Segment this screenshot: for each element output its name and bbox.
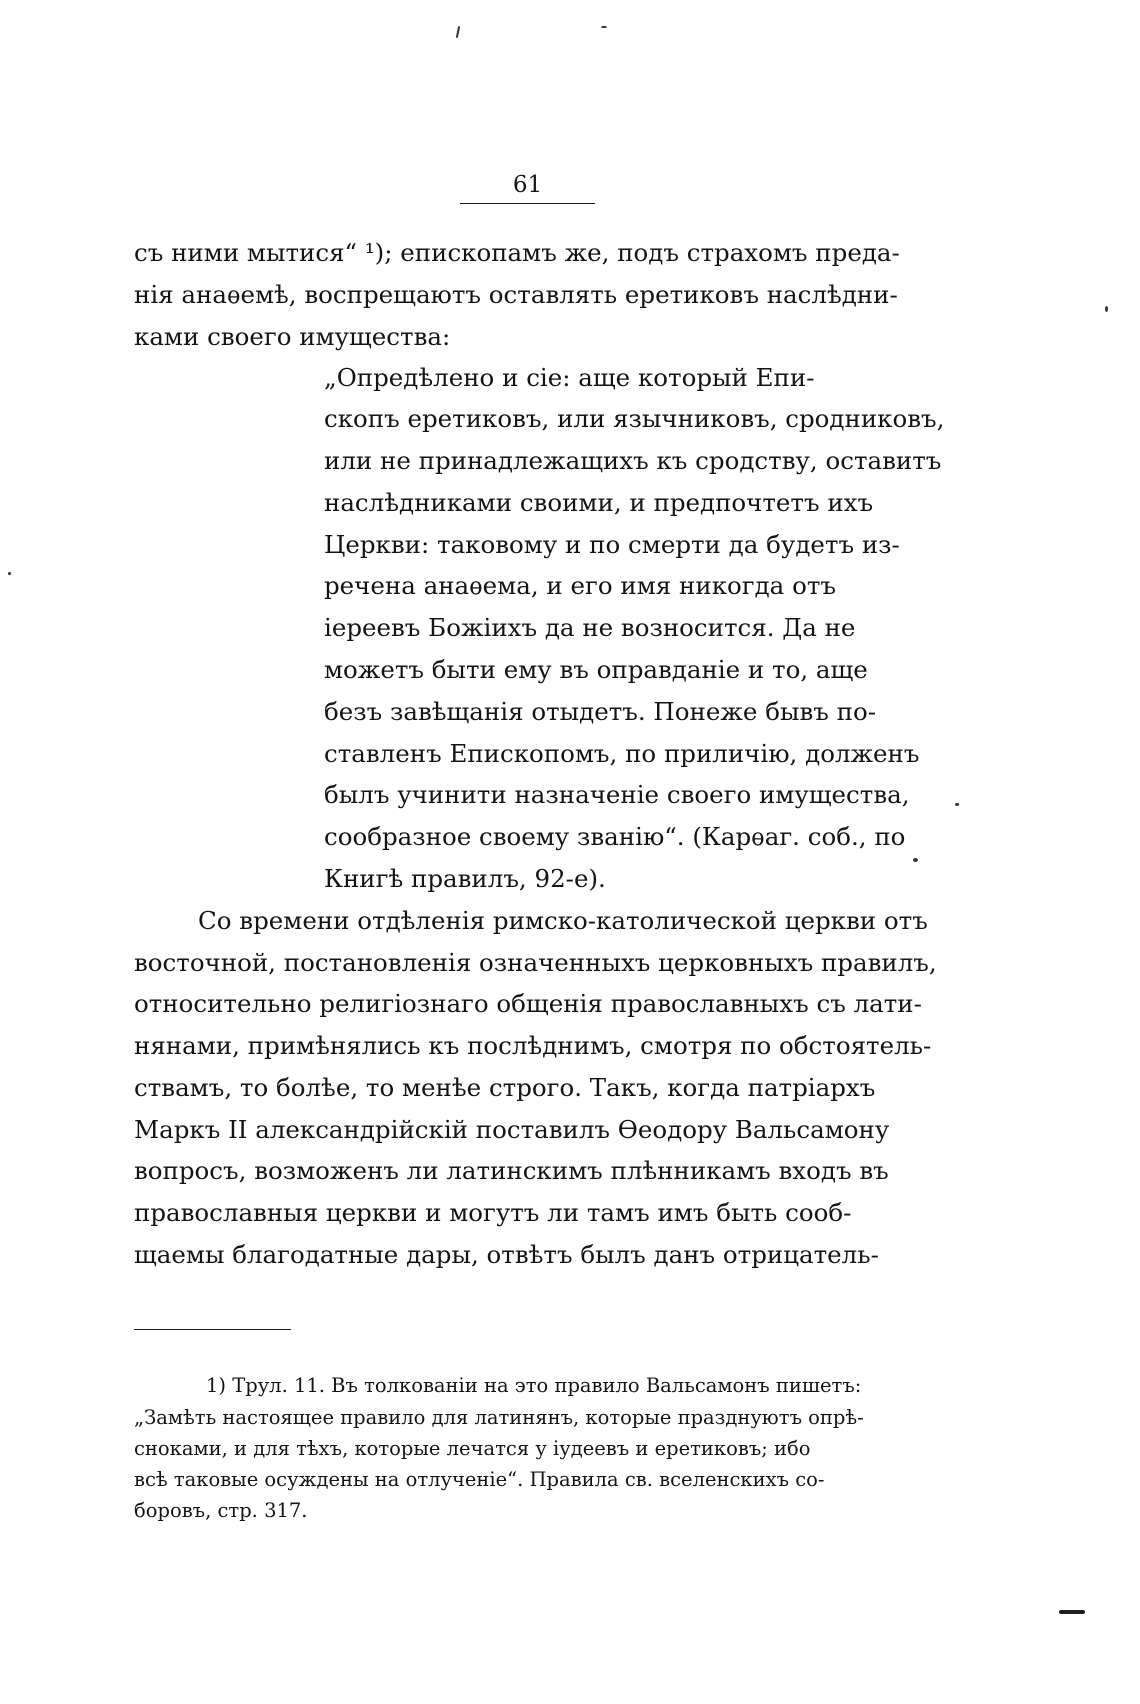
- paragraph-line: щаемы благодатные дары, отвѣтъ былъ данъ отрицатель-: [134, 1240, 879, 1269]
- page-number-rule: [460, 203, 595, 204]
- footnote-rule: [134, 1329, 291, 1330]
- footnote-line: сноками, и для тѣхъ, которые лечатся у іудеевъ и еретиковъ; ибо: [134, 1437, 811, 1460]
- paragraph-line: относительно религіознаго общенія православныхъ съ лати-: [134, 989, 922, 1018]
- quote-line: наслѣдниками своими, и предпочтетъ ихъ: [324, 488, 874, 517]
- quote-line: безъ завѣщанія отыдетъ. Понеже бывъ по-: [324, 697, 876, 726]
- quote-line: „Опредѣлено и сіе: аще который Епи-: [324, 363, 815, 392]
- paragraph-line: православныя церкви и могутъ ли тамъ имъ быть сооб-: [134, 1198, 852, 1227]
- footnote-line: всѣ таковые осуждены на отлученіе“. Правила св. вселенскихъ со-: [134, 1468, 825, 1491]
- scan-speck: [601, 26, 607, 28]
- quote-line: речена анаѳема, и его имя никогда отъ: [324, 571, 836, 600]
- quote-line: Книгѣ правилъ, 92-е).: [324, 864, 606, 893]
- scan-speck: [1059, 1610, 1085, 1614]
- paragraph-line: ствамъ, то болѣе, то менѣе строго. Такъ, когда патріархъ: [134, 1073, 876, 1102]
- footnote-line: 1) Трул. 11. Въ толкованіи на это правило Вальсамонъ пишетъ:: [206, 1374, 862, 1397]
- intro-line: нія анаѳемѣ, воспрещаютъ оставлять еретиковъ наслѣдни-: [134, 280, 898, 309]
- quote-line: или не принадлежащихъ къ сродству, оставитъ: [324, 446, 942, 475]
- intro-line: съ ними мытися“ ¹); епископамъ же, подъ страхомъ преда-: [134, 238, 900, 267]
- quote-line: можетъ быти ему въ оправданіе и то, аще: [324, 655, 868, 684]
- paragraph-line: нянами, примѣнялись къ послѣднимъ, смотря по обстоятель-: [134, 1031, 932, 1060]
- intro-line: ками своего имущества:: [134, 322, 451, 351]
- paragraph-line: Со времени отдѣленія римско-католической церкви отъ: [198, 906, 928, 935]
- paragraph-line: вопросъ, возможенъ ли латинскимъ плѣнникамъ входъ въ: [134, 1156, 889, 1185]
- scan-speck: [8, 572, 11, 575]
- scan-speck: [955, 803, 959, 806]
- scan-speck: [913, 858, 918, 862]
- footnote-line: боровъ, стр. 317.: [134, 1499, 308, 1522]
- quote-line: іереевъ Божіихъ да не возносится. Да не: [324, 613, 856, 642]
- quote-line: сообразное своему званію“. (Карѳаг. соб., по: [324, 822, 906, 851]
- quote-line: скопъ еретиковъ, или язычниковъ, сродниковъ,: [324, 404, 945, 433]
- scan-speck: [456, 26, 460, 38]
- paragraph-line: восточной, постановленія означенныхъ церковныхъ правилъ,: [134, 948, 937, 977]
- scan-speck: [1105, 306, 1108, 312]
- paragraph-line: Маркъ II александрійскій поставилъ Ѳеодору Вальсамону: [134, 1115, 890, 1144]
- page-number: 61: [512, 172, 543, 198]
- quote-line: Церкви: таковому и по смерти да будетъ из-: [324, 530, 900, 559]
- footnote-line: „Замѣть настоящее правило для латинянъ, которые празднуютъ опрѣ-: [134, 1406, 864, 1429]
- quote-line: ставленъ Епископомъ, по приличію, долженъ: [324, 739, 920, 768]
- quote-line: былъ учинити назначеніе своего имущества,: [324, 780, 910, 809]
